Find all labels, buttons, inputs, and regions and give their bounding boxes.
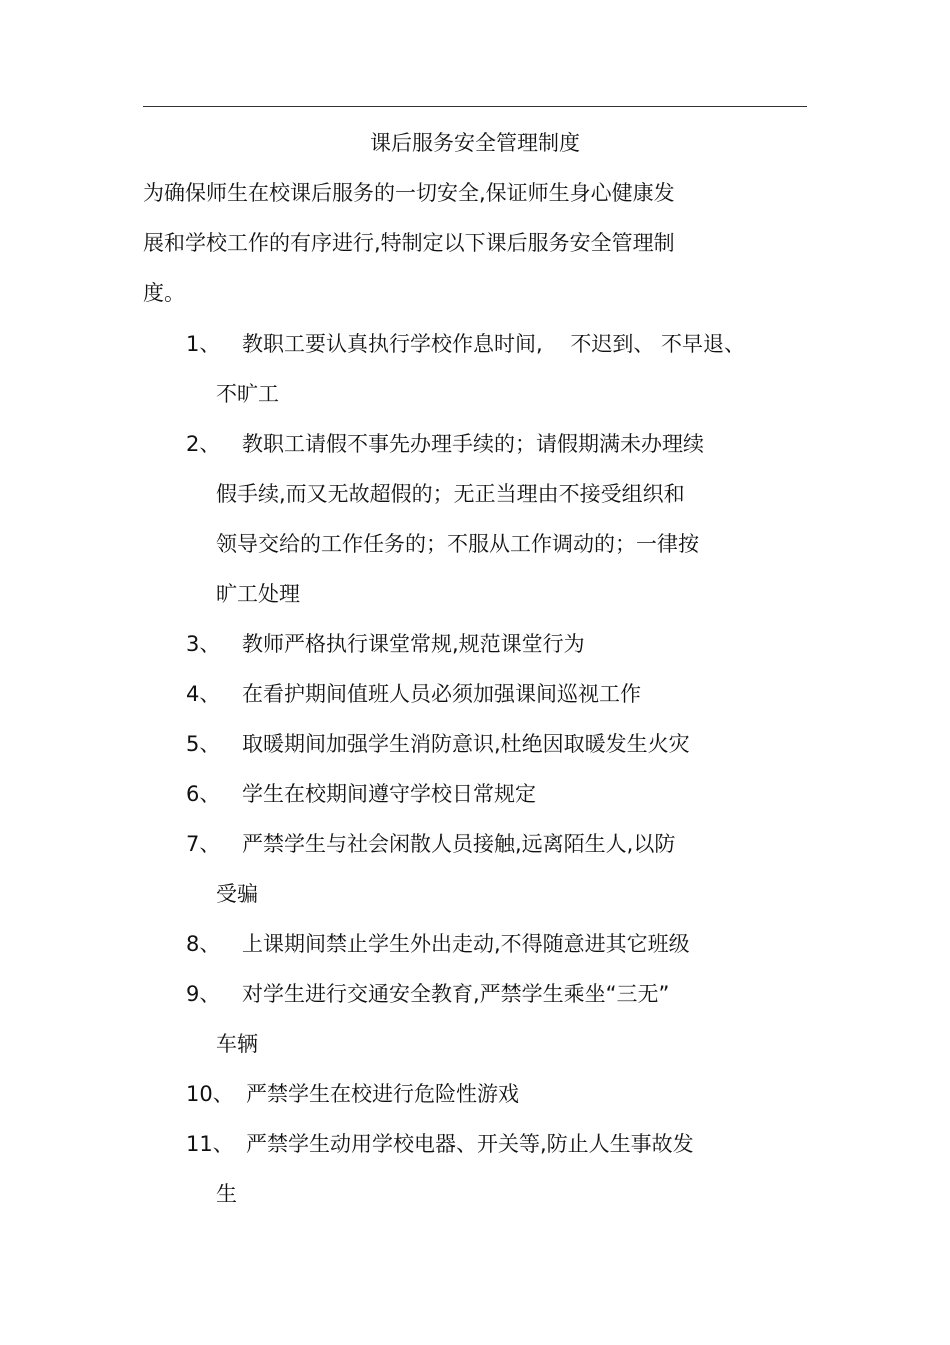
item-text: 不旷工 xyxy=(216,382,279,406)
list-item xyxy=(186,829,806,929)
item-number: 9、 xyxy=(186,982,221,1006)
item-number: 11、 xyxy=(186,1132,234,1156)
item-number: 1、 xyxy=(186,332,221,356)
list-item xyxy=(186,929,806,979)
item-text: 严禁学生动用学校电器、开关等,防止人生事故发 xyxy=(246,1132,694,1156)
item-text: 在看护期间值班人员必须加强课间巡视工作 xyxy=(242,682,641,706)
intro-line: 为确保师生在校课后服务的一切安全,保证师生身心健康发 xyxy=(143,181,675,205)
header-rule xyxy=(143,106,807,107)
list-item xyxy=(186,779,806,829)
list-item xyxy=(186,979,806,1079)
list-item xyxy=(186,1079,806,1129)
document-title: 课后服务安全管理制度 xyxy=(370,131,580,155)
list-item xyxy=(186,679,806,729)
list-item xyxy=(186,429,806,629)
item-number: 4、 xyxy=(186,682,221,706)
item-text: 生 xyxy=(216,1182,237,1206)
item-text: 教职工请假不事先办理手续的；请假期满未办理续 xyxy=(242,432,704,456)
rules-list xyxy=(186,329,806,1229)
item-text: 取暖期间加强学生消防意识,杜绝因取暖发生火灾 xyxy=(242,732,690,756)
item-number: 3、 xyxy=(186,632,221,656)
list-item xyxy=(186,1129,806,1229)
list-item xyxy=(186,629,806,679)
intro-line: 度。 xyxy=(143,281,185,305)
item-text: 上课期间禁止学生外出走动,不得随意进其它班级 xyxy=(242,932,690,956)
intro-paragraph xyxy=(143,176,743,326)
item-text: 严禁学生在校进行危险性游戏 xyxy=(246,1082,519,1106)
item-text: 学生在校期间遵守学校日常规定 xyxy=(242,782,536,806)
intro-line: 展和学校工作的有序进行,特制定以下课后服务安全管理制 xyxy=(143,231,675,255)
item-text: 车辆 xyxy=(216,1032,258,1056)
list-item xyxy=(186,329,806,429)
item-number: 10、 xyxy=(186,1082,234,1106)
item-number: 6、 xyxy=(186,782,221,806)
item-number: 5、 xyxy=(186,732,221,756)
item-text: 教师严格执行课堂常规,规范课堂行为 xyxy=(242,632,585,656)
item-text: 假手续,而又无故超假的；无正当理由不接受组织和 xyxy=(216,482,685,506)
list-item xyxy=(186,729,806,779)
item-number: 7、 xyxy=(186,832,221,856)
item-text: 旷工处理 xyxy=(216,582,300,606)
item-text: 教职工要认真执行学校作息时间, 不迟到、 不早退、 xyxy=(242,332,746,356)
item-number: 8、 xyxy=(186,932,221,956)
item-number: 2、 xyxy=(186,432,221,456)
item-text: 受骗 xyxy=(216,882,258,906)
item-text: 领导交给的工作任务的；不服从工作调动的；一律按 xyxy=(216,532,699,556)
item-text: 对学生进行交通安全教育,严禁学生乘坐“三无” xyxy=(242,982,670,1006)
item-text: 严禁学生与社会闲散人员接触,远离陌生人,以防 xyxy=(242,832,676,856)
